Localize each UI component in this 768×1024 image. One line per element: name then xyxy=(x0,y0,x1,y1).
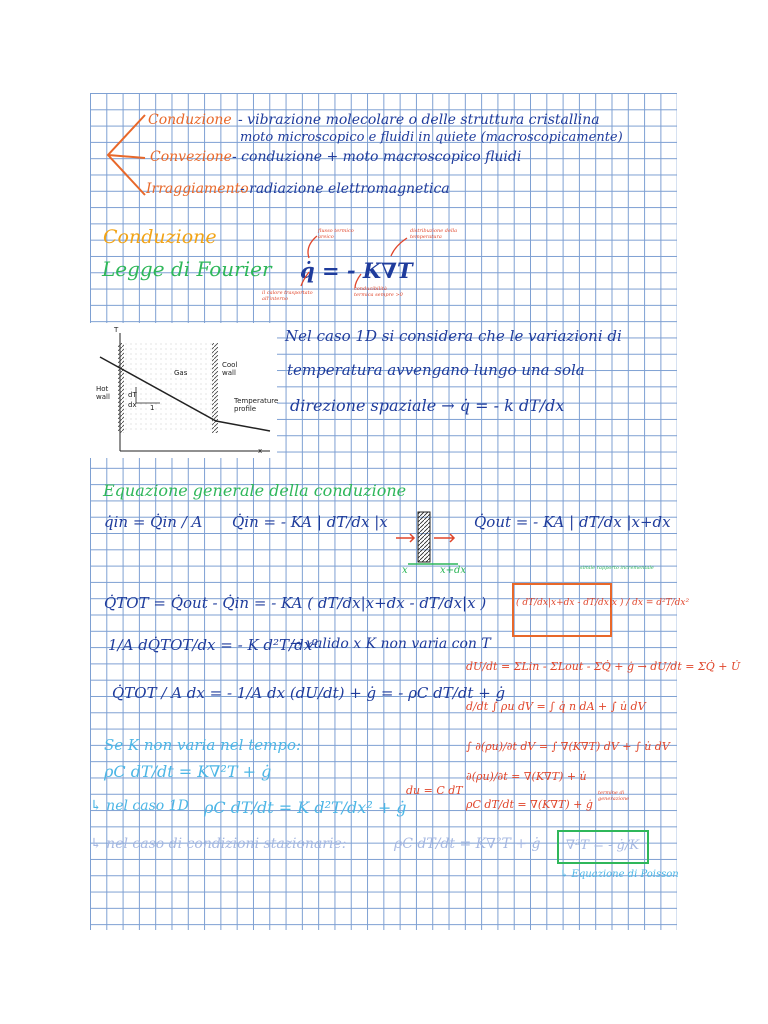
case-1d-line-3: direzione spaziale → q̇ = - k dT/dx xyxy=(290,396,565,415)
right-derivation-3: ∫ ∂(ρu)/∂t dV = ∫ ∇(K∇T) dV + ∫ u̇ dV xyxy=(466,740,670,753)
right-derivation-1: dU/dt = ΣLin - ΣLout - ΣQ̇ + ġ → dU/dt = ΣQ̇ + U̇ xyxy=(466,660,741,673)
Q-out-equation: Q̇out = - KA | dT/dx |x+dx xyxy=(474,513,671,531)
k-constant-note: Se K non varia nel tempo: xyxy=(104,736,302,754)
stationary-label: ↳ nel caso di condizioni stazionarie: xyxy=(90,836,347,852)
q-in-definition: q̇in = Q̇in / A xyxy=(104,513,203,531)
du-note: du = C dT xyxy=(406,784,463,797)
Q-tot-equation: Q̇TOT = Q̇out - Q̇in = - KA ( dT/dx|x+dx - dT/dx|x ) xyxy=(104,594,487,612)
slope-denominator: dx xyxy=(128,401,137,409)
valid-note: → valido x K non varia con T xyxy=(290,636,491,652)
temperature-profile-figure xyxy=(90,323,277,458)
heading-conduzione: Conduzione xyxy=(148,112,232,128)
eq-stationary: ρC dT/dt = K∇²T + ġ xyxy=(394,836,541,852)
slope-numerator: dT xyxy=(128,391,137,399)
cool-wall-label: Cool wall xyxy=(222,361,238,377)
Q-in-equation: Q̇in = - KA | dT/dx |x xyxy=(232,513,388,531)
conduzione-definition: - vibrazione molecolare o delle struttura cristallina xyxy=(238,112,600,128)
poisson-label: ↳ Equazione di Poisson xyxy=(560,869,679,880)
irraggiamento-definition: - radiazione elettromagnetica xyxy=(240,181,450,197)
fourier-equation: q̇ = - K∇T xyxy=(300,258,413,283)
section-title-conduzione: Conduzione xyxy=(103,226,217,248)
slope-run: 1 xyxy=(150,404,155,412)
note-flux: flusso termico areico xyxy=(318,228,354,240)
axis-x-label: x xyxy=(258,447,263,455)
right-derivation-4: ∂(ρu)/∂t = ∇(K∇T) + u̇ xyxy=(466,770,587,783)
x-plus-dx-label: x+dx xyxy=(440,565,467,576)
case-1d-label: ↳ nel caso 1D xyxy=(90,798,189,814)
note-incremental: simile rapporto incrementale xyxy=(580,565,654,571)
right-derivation-2: d/dt ∫ ρu dV = ∫ q̇ n dA + ∫ u̇ dV xyxy=(466,700,646,713)
case-1d-line-2: temperatura avvengano lungo una sola xyxy=(287,361,585,379)
note-area: il calore trasportato all'interno xyxy=(262,290,313,302)
brace-icon xyxy=(100,110,150,200)
general-equation-title: Equazione generale della conduzione xyxy=(103,481,407,500)
axis-t-label: T xyxy=(114,326,119,334)
boxed-fraction-frame xyxy=(512,583,612,637)
note-distribution: distribuzione della temperatura xyxy=(410,228,458,240)
case-1d-line-1: Nel caso 1D si considera che le variazioni di xyxy=(285,327,622,345)
fourier-law-title: Legge di Fourier xyxy=(102,257,272,281)
heading-irraggiamento: Irraggiamento xyxy=(146,181,249,197)
gas-label: Gas xyxy=(174,369,188,377)
poisson-equation: ∇²T = - ġ/K xyxy=(566,838,640,853)
heading-convezione: Convezione xyxy=(150,149,232,165)
hot-wall-label: Hot wall xyxy=(96,385,110,401)
annotation-arrows-icon xyxy=(295,232,465,292)
conduzione-definition-2: moto microscopico e fluidi in quiete (macroscopicamente) xyxy=(240,130,623,145)
boxed-fraction: ( dT/dx|x+dx - dT/dx|x ) / dx = d²T/dx² xyxy=(516,598,690,608)
generation-note: termine di generazione xyxy=(598,790,630,802)
note-k: conducibilità termica sempre >0 xyxy=(354,286,403,298)
x-position-label: x xyxy=(402,565,408,576)
convezione-definition: - conduzione + moto macroscopico fluidi xyxy=(232,149,522,165)
eq-1d: ρC dT/dt = K d²T/dx² + ġ xyxy=(204,798,407,817)
per-area-equation: 1/A dQ̇TOT/dx = - K d²T/dx² xyxy=(108,636,319,654)
right-derivation-5: ρC dT/dt = ∇(K∇T) + ġ xyxy=(466,798,593,811)
eq-3d: ρC dT/dt = K∇²T + ġ xyxy=(104,762,272,781)
temperature-profile-label: Temperature profile xyxy=(234,397,279,413)
energy-balance-equation: Q̇TOT / A dx = - 1/A dx (dU/dt) + ġ = - ρC dT/dt + ġ xyxy=(112,684,506,702)
